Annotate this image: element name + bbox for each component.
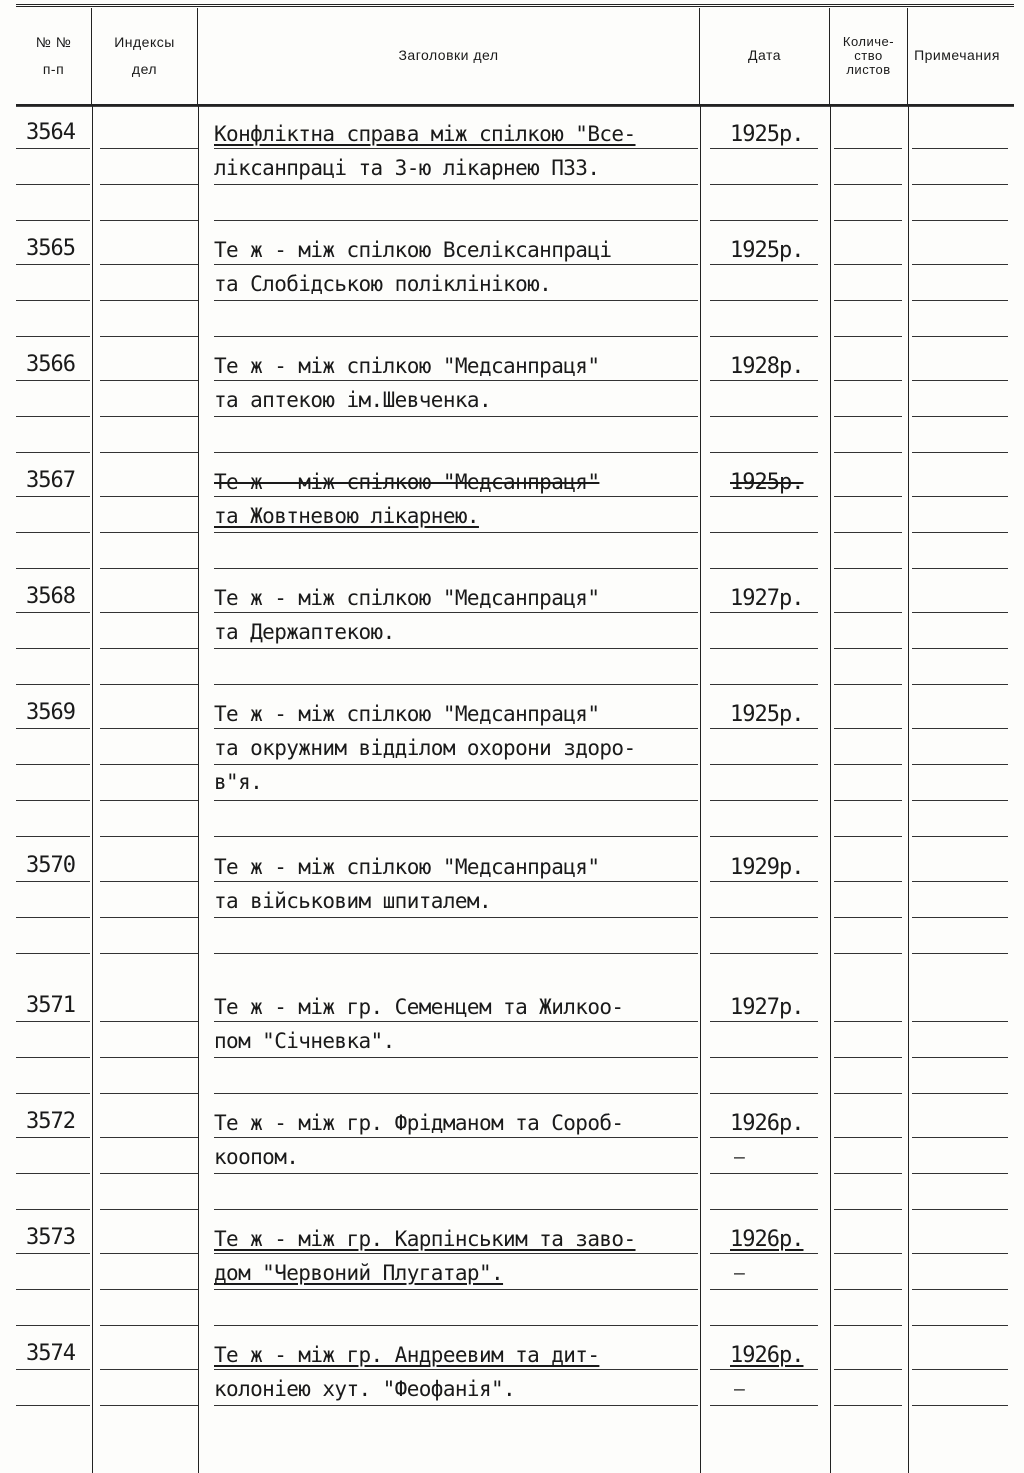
row-title-line: колонiею хут. "Феофанiя". xyxy=(214,1377,516,1401)
row-title-line: та Держаптекою. xyxy=(214,620,395,644)
row-number: 3566 xyxy=(26,352,75,377)
row-date: 1926р. xyxy=(730,1111,804,1136)
table-row xyxy=(16,1099,1014,1215)
row-title-line: Те ж - мiж гр. Андреевим та дит- xyxy=(214,1343,600,1367)
header-sheets-label-3: листов xyxy=(846,62,891,78)
row-title-line: дом "Червоний Плугатар". xyxy=(214,1261,504,1285)
header-index xyxy=(92,8,198,104)
header-titles xyxy=(198,8,700,104)
header-notes-label: Примечания xyxy=(914,47,1000,64)
row-date: 1929р. xyxy=(730,855,804,880)
row-number: 3565 xyxy=(26,236,75,261)
table-row xyxy=(16,226,1014,342)
table-row xyxy=(16,574,1014,690)
row-date: 1928р. xyxy=(730,354,804,379)
table-row xyxy=(16,458,1014,574)
header-sheets-label-1: Количе- xyxy=(842,33,895,49)
row-title-line: пом "Сiчневка". xyxy=(214,1029,395,1053)
header-index-sub: дел xyxy=(131,61,158,77)
row-title-line: та окружним вiддiлом охорони здоро- xyxy=(214,736,636,760)
header-date-label: Дата xyxy=(747,47,781,64)
table-row xyxy=(16,1215,1014,1331)
header-date xyxy=(700,8,830,104)
row-date: 1925р. xyxy=(730,122,804,147)
row-title-line: Конфлiктна справа мiж спiлкою "Все- xyxy=(214,122,636,146)
table-row xyxy=(16,983,1014,1099)
header-titles-label: Заголовки дел xyxy=(398,47,499,64)
header-number xyxy=(16,8,92,104)
header-notes xyxy=(908,8,1006,104)
row-number: 3568 xyxy=(26,584,75,609)
row-title-line: Те ж - мiж спiлкою "Медсанпраця" xyxy=(214,470,600,494)
row-date: 1925р. xyxy=(730,238,804,263)
row-number: 3571 xyxy=(26,993,75,1018)
row-title-line: та Слобiдською полiклiнiкою. xyxy=(214,272,552,296)
header-sheets xyxy=(830,8,908,104)
row-title-line: та вiйськовим шпиталем. xyxy=(214,889,491,913)
table-header xyxy=(16,8,1014,106)
row-title-line: Те ж - мiж спiлкою "Медсанпраця" xyxy=(214,855,600,879)
row-date: 1925р. xyxy=(730,702,804,727)
header-divider xyxy=(16,106,1014,107)
row-number: 3564 xyxy=(26,120,75,145)
row-title-line: Те ж - мiж спiлкою "Медсанпраця" xyxy=(214,354,600,378)
header-number-sub: п-п xyxy=(42,61,65,77)
table-row xyxy=(16,843,1014,983)
row-number: 3569 xyxy=(26,700,75,725)
sheet-count-dash: — xyxy=(734,1147,745,1168)
row-date: 1927р. xyxy=(730,995,804,1020)
sheet-count-dash: — xyxy=(734,1379,745,1400)
row-title-line: Те ж - мiж спiлкою "Медсанпраця" xyxy=(214,702,600,726)
row-title-line: Те ж - мiж гр. Карпiнським та заво- xyxy=(214,1227,636,1251)
row-title-line: Те ж - мiж спiлкою "Медсанпраця" xyxy=(214,586,600,610)
row-title-line: Те ж - мiж гр. Фрiдманом та Сороб- xyxy=(214,1111,624,1135)
row-date: 1926р. xyxy=(730,1343,804,1368)
top-border xyxy=(16,4,1014,7)
row-title-line: в"я. xyxy=(214,770,263,794)
row-date: 1927р. xyxy=(730,586,804,611)
table-row xyxy=(16,110,1014,226)
row-title-line: Те ж - мiж спiлкою Вселiксанпрацi xyxy=(214,238,612,262)
row-title-line: коопом. xyxy=(214,1145,299,1169)
table-row xyxy=(16,1331,1014,1447)
header-sheets-label-2: ство xyxy=(854,47,883,63)
row-number: 3570 xyxy=(26,853,75,878)
entries-list xyxy=(16,110,1014,1447)
row-number: 3572 xyxy=(26,1109,75,1134)
row-title-line: Те ж - мiж гр. Семенцем та Жилкоо- xyxy=(214,995,624,1019)
table-row xyxy=(16,690,1014,843)
row-title-line: та Жовтневою лiкарнею. xyxy=(214,504,479,528)
row-title-line: лiксанпрацi та 3-ю лiкарнею ПЗЗ. xyxy=(214,156,600,180)
header-number-label: № № xyxy=(35,33,72,50)
row-date: 1925р. xyxy=(730,470,804,495)
row-number: 3574 xyxy=(26,1341,75,1366)
header-index-label: Индексы xyxy=(114,33,175,50)
sheet-count-dash: — xyxy=(734,1263,745,1284)
row-number: 3573 xyxy=(26,1225,75,1250)
row-title-line: та аптекою iм.Шевченка. xyxy=(214,388,491,412)
table-row xyxy=(16,342,1014,458)
row-number: 3567 xyxy=(26,468,75,493)
row-date: 1926р. xyxy=(730,1227,804,1252)
